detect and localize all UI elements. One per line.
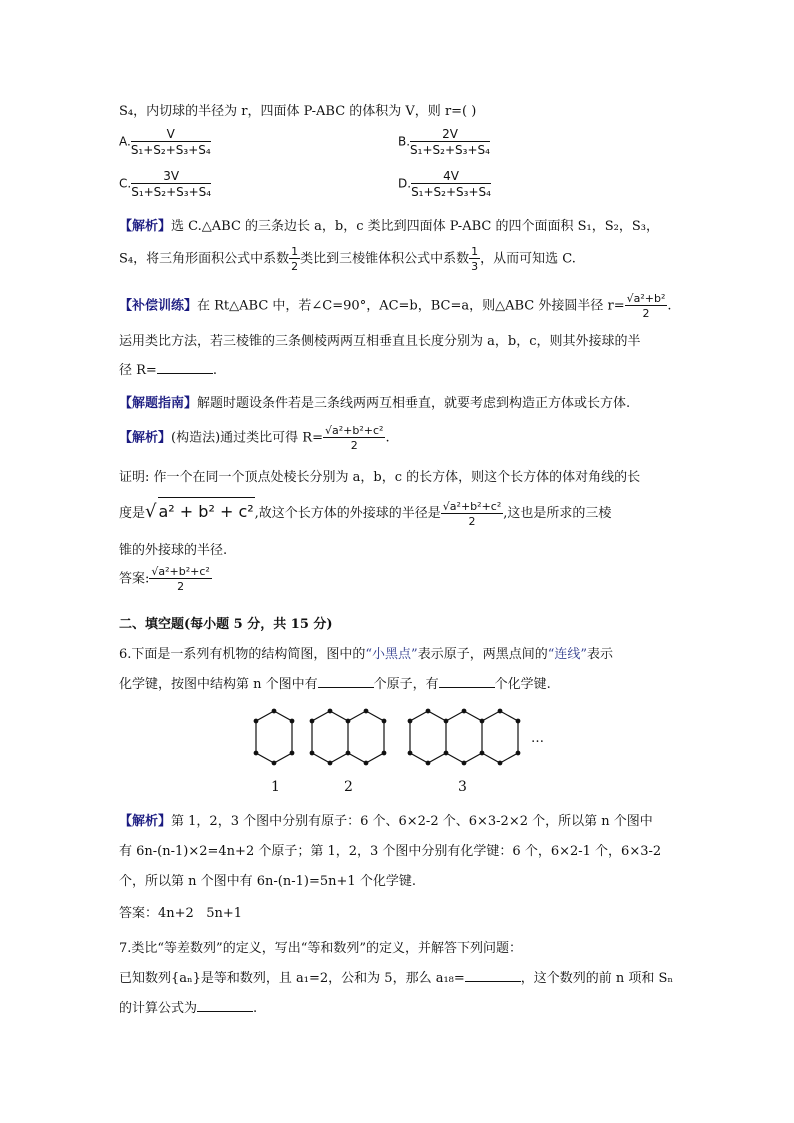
answer-blank-a18[interactable] [465,981,521,982]
circumradius-fraction: $\frac{\text{√a²+b²}}{2}$ [626,292,666,320]
option-d-fraction: $\frac{4V}{\text{S₁+S₂+S₃+S₄}}$ [411,169,491,199]
answer-blank-R[interactable] [157,373,213,374]
molecule-figure [240,700,560,800]
molecule-1 [256,711,292,763]
solution-guide: 【解题指南】解题时题设条件若是三条线两两互相垂直，就要考虑到构造正方体或长方体. [119,396,631,411]
analysis2-line-1: 【解析】(构造法)通过类比可得 R= $\frac{\text{√a²+b²+c²}}{2}$ . [119,424,390,452]
supplement-line-1: 【补偿训练】在 Rt△ABC 中，若∠C=90°，AC=b，BC=a，则△ABC 外接圆半径 r= $\frac{\text{√a²+b²}}{2}$ . [119,292,672,320]
molecule-1-atoms [254,709,295,766]
q6-analysis-line-3: 个，所以第 n 个图中有 6n-(n-1)=5n+1 个化学键. [119,874,416,889]
q5-analysis-line-2: S₄，将三角形面积公式中系数 $\frac{1}{2}$ 类比到三棱锥体积公式中系数 $\frac{1}{3}$ ，从而可知选 C. [119,245,576,273]
answer-fraction: $\frac{\text{√a²+b²+c²}}{2}$ [151,565,210,593]
supplement-line-3: 径 R= . [119,363,217,378]
answer-blank-sn[interactable] [197,1011,253,1012]
circumsphere-radius-fraction: $\frac{\text{√a²+b²+c²}}{2}$ [442,499,502,528]
figure-label-3: 3 [458,779,467,795]
option-d: D. $\frac{4V}{\text{S₁+S₂+S₃+S₄}}$ [398,169,491,199]
q6-answer: 答案：4n+2 5n+1 [119,906,243,921]
q7-line-1: 7.类比“等差数列”的定义，写出“等和数列”的定义，并解答下列问题： [119,941,522,956]
radical-sign: √ [145,501,157,522]
molecule-3 [410,711,518,763]
proof-line-3: 锥的外接球的半径. [119,543,228,558]
ellipsis: … [531,731,544,746]
proof-line-1: 证明: 作一个在同一个顶点处棱长分别为 a，b，c 的长方体，则这个长方体的体对角线的长 [119,470,641,485]
q6-line-2: 化学键，按图中结构第 n 个图中有 个原子，有 个化学键. [119,677,551,692]
option-b: B. $\frac{2V}{\text{S₁+S₂+S₃+S₄}}$ [398,127,490,157]
answer-blank-atoms[interactable] [318,687,374,688]
q6-analysis-line-1: 【解析】第 1，2，3 个图中分别有原子：6 个、6×2-2 个、6×3-2×2 个，所以第 n 个图中 [119,814,653,829]
option-c: C. $\frac{3V}{\text{S₁+S₂+S₃+S₄}}$ [119,169,212,199]
fraction-one-third: $\frac{1}{3}$ [471,245,479,273]
figure-label-1: 1 [271,779,280,795]
analysis2-answer: 答案: $\frac{\text{√a²+b²+c²}}{2}$ [119,565,210,593]
q6-analysis-line-2: 有 6n-(n-1)×2=4n+2 个原子；第 1，2，3 个图中分别有化学键：6 个，6×2-1 个，6×3-2 [119,844,662,859]
q6-line-1: 6.下面是一系列有机物的结构简图，图中的“小黑点”表示原子，两黑点间的“连线”表示 [119,647,614,662]
diagonal-sqrt: a² + b² + c² [158,497,255,526]
option-c-fraction: $\frac{3V}{\text{S₁+S₂+S₃+S₄}}$ [131,169,212,199]
figure-label-2: 2 [344,779,353,795]
proof-line-2: 度是√ a² + b² + c²,故这个长方体的外接球的半径是 $\frac{\text{√a²+b²+c²}}{2}$ ,这也是所求的三棱 [119,497,611,528]
sphere-radius-fraction: $\frac{\text{√a²+b²+c²}}{2}$ [324,424,384,452]
q5-analysis-line-1: 【解析】选 C.△ABC 的三条边长 a，b，c 类比到四面体 P-ABC 的四个面面积 S₁，S₂，S₃， [119,219,659,234]
q5-stem: S₄，内切球的半径为 r，四面体 P-ABC 的体积为 V，则 r=( ) [119,104,477,119]
molecule-3-atoms [408,709,521,766]
option-a: A. $\frac{V}{\text{S₁+S₂+S₃+S₄}}$ [119,127,211,157]
option-b-fraction: $\frac{2V}{\text{S₁+S₂+S₃+S₄}}$ [410,127,490,157]
section-title: 二、填空题(每小题 5 分，共 15 分) [119,617,333,632]
option-a-fraction: $\frac{V}{\text{S₁+S₂+S₃+S₄}}$ [130,127,211,157]
q7-line-3: 的计算公式为 . [119,1001,258,1016]
answer-blank-bonds[interactable] [439,687,495,688]
q7-line-2: 已知数列{aₙ}是等和数列，且 a₁=2，公和为 5，那么 a₁₈= ，这个数列的前 n 项和 Sₙ [119,971,674,986]
fraction-one-half: $\frac{1}{2}$ [291,245,299,273]
supplement-line-2: 运用类比方法，若三棱锥的三条侧棱两两互相垂直且长度分别为 a，b，c，则其外接球的半 [119,334,641,349]
